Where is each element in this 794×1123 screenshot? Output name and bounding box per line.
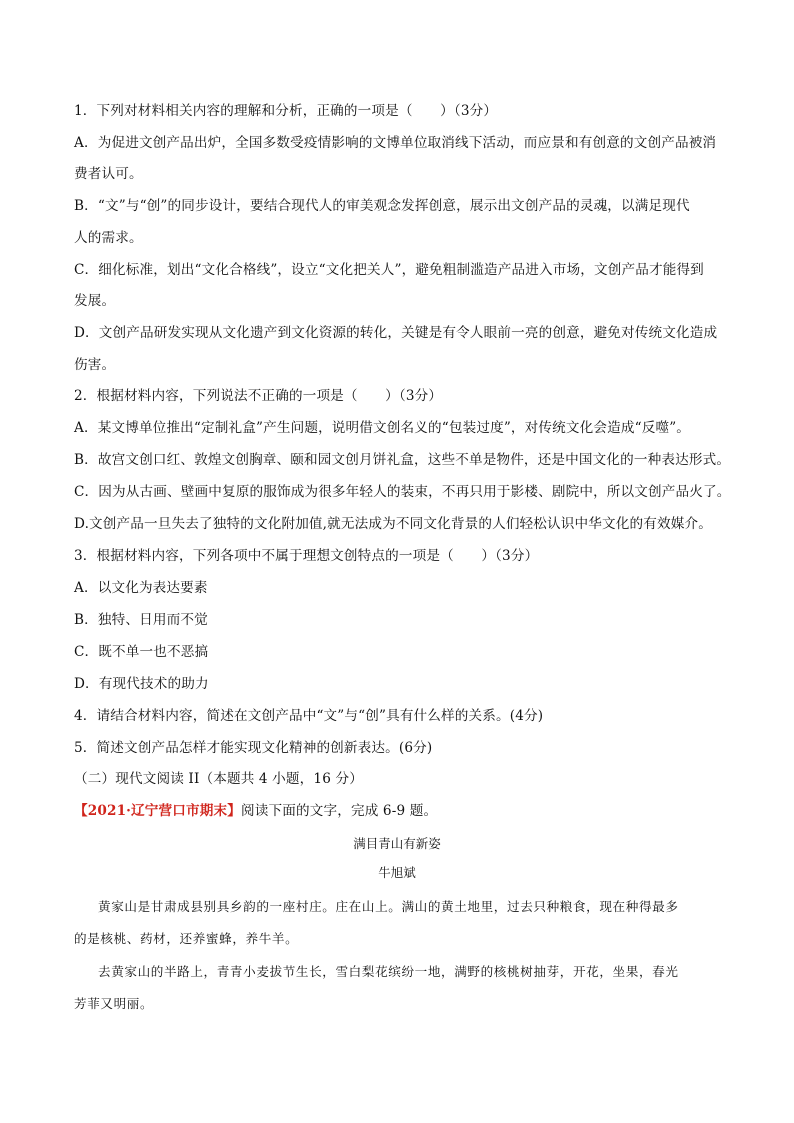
q1-option-c-line1: C．细化标准，划出“文化合格线”，设立“文化把关人”，避免粗制滥造产品进入市场，文创产品才能得到 <box>74 262 704 278</box>
q5-stem: 5．简述文创产品怎样才能实现文化精神的创新表达。(6分) <box>74 740 433 756</box>
q1-stem: 1．下列对材料相关内容的理解和分析，正确的一项是（ ）（3分） <box>74 103 498 119</box>
q1-option-d-line2: 伤害。 <box>74 357 116 373</box>
article-paragraph-2-line2: 芳菲又明丽。 <box>74 996 154 1011</box>
q1-option-c-line2: 发展。 <box>74 293 116 309</box>
q2-option-b: B．故宫文创口红、敦煌文创胸章、颐和园文创月饼礼盒，这些不单是物件，还是中国文化的一种表达形式。 <box>74 452 731 468</box>
source-tag: 【2021·辽宁营口市期末】 <box>74 803 242 819</box>
q2-stem: 2．根据材料内容，下列说法不正确的一项是（ ）（3分） <box>74 388 443 404</box>
q3-option-a: A．以文化为表达要素 <box>74 580 208 596</box>
article-paragraph-1-line1: 黄家山是甘肃成县别具乡韵的一座村庄。庄在山上。满山的黄土地里，过去只种粮食，现在种得最多 <box>98 899 679 914</box>
q1-option-b-line1: B．“文”与“创”的同步设计，要结合现代人的审美观念发挥创意，展示出文创产品的灵魂，以满足现代 <box>74 198 690 214</box>
q3-option-c: C．既不单一也不恶搞 <box>74 644 209 660</box>
q1-option-a-line1: A．为促进文创产品出炉，全国多数受疫情影响的文博单位取消线下活动，而应景和有创意的文创产品被消 <box>74 135 717 151</box>
q2-option-d: D.文创产品一旦失去了独特的文化附加值,就无法成为不同文化背景的人们轻松认识中华文化的有效媒介。 <box>74 516 712 532</box>
q3-option-b: B．独特、日用而不觉 <box>74 612 208 628</box>
q1-option-b-line2: 人的需求。 <box>74 230 143 246</box>
q3-option-d: D．有现代技术的助力 <box>74 676 209 692</box>
q1-option-a-line2: 费者认可。 <box>74 166 143 182</box>
section-source-line <box>74 801 437 821</box>
article-author: 牛旭斌 <box>378 865 416 880</box>
q2-option-a: A．某文博单位推出“定制礼盒”产生问题，说明借文创名义的“包装过度”，对传统文化会造成“反噬”。 <box>74 420 691 436</box>
article-paragraph-2-line1: 去黄家山的半路上，青青小麦拔节生长，雪白梨花缤纷一地，满野的核桃树抽芽，开花，坐果，春光 <box>98 964 679 979</box>
article-title: 满目青山有新姿 <box>353 836 441 851</box>
section-heading: （二）现代文阅读 II（本题共 4 小题，16 分） <box>74 771 363 787</box>
q2-option-c: C．因为从古画、壁画中复原的服饰成为很多年轻人的装束，不再只用于影楼、剧院中，所以文创产品火了。 <box>74 484 731 500</box>
q3-stem: 3．根据材料内容，下列各项中不属于理想文创特点的一项是（ ）（3分） <box>74 548 539 564</box>
reading-instruction: 阅读下面的文字，完成 6-9 题。 <box>241 803 438 819</box>
q4-stem: 4．请结合材料内容，简述在文创产品中“文”与“创”具有什么样的关系。(4分) <box>74 708 544 724</box>
q1-option-d-line1: D．文创产品研发实现从文化遗产到文化资源的转化，关键是有令人眼前一亮的创意，避免对传统文化造成 <box>74 325 718 341</box>
article-paragraph-1-line2: 的是核桃、药材，还养蜜蜂，养牛羊。 <box>74 931 299 946</box>
